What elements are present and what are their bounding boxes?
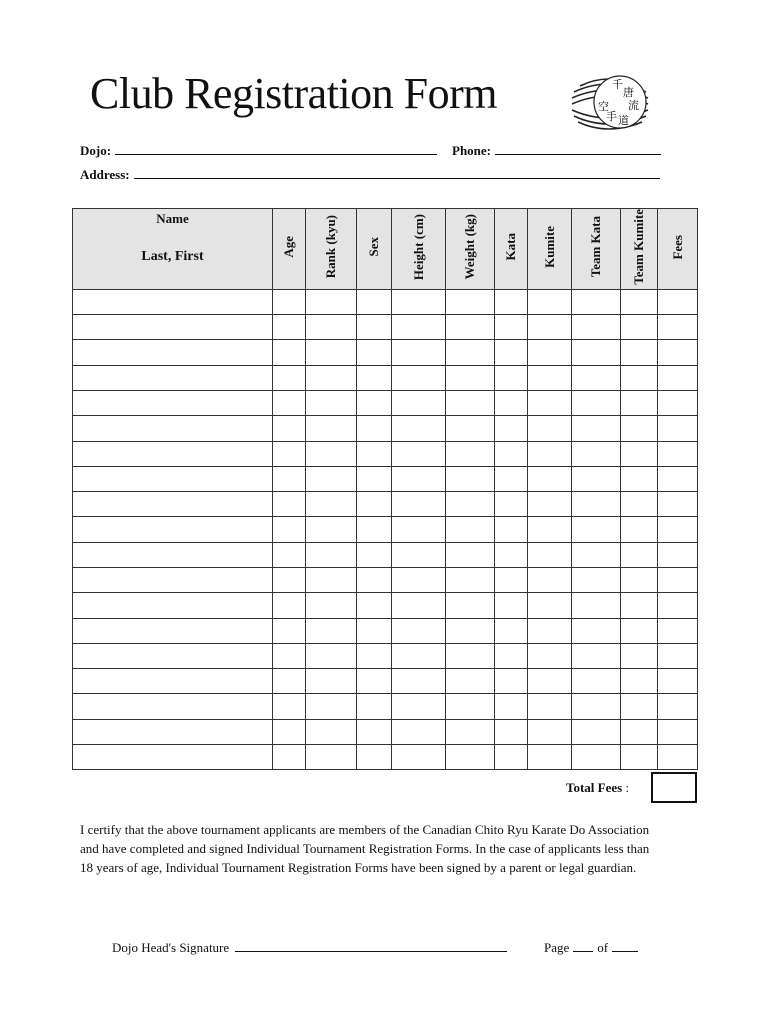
page-total-line[interactable] [612,941,638,952]
table-row [73,441,698,466]
entry-cell[interactable] [495,416,528,441]
name-cell[interactable] [73,542,273,567]
entry-cell[interactable] [357,390,392,415]
entry-cell[interactable] [306,466,357,491]
entry-cell[interactable] [273,745,306,770]
column-header-label: Team Kata [588,216,604,278]
entry-cell[interactable] [273,466,306,491]
column-header-sex [357,209,392,290]
name-column-header [73,209,273,290]
entry-cell[interactable] [392,441,446,466]
entry-cell[interactable] [658,669,698,694]
entry-cell[interactable] [528,416,572,441]
entry-cell[interactable] [528,390,572,415]
table-row [73,416,698,441]
entry-cell[interactable] [528,669,572,694]
entry-cell[interactable] [621,745,658,770]
entry-cell[interactable] [658,441,698,466]
entry-cell[interactable] [572,745,621,770]
entry-cell[interactable] [446,315,495,340]
entry-cell[interactable] [495,643,528,668]
signature-label: Dojo Head's Signature [112,940,230,955]
entry-cell[interactable] [392,289,446,314]
entry-cell[interactable] [306,289,357,314]
logo-char: 空 [598,100,609,113]
entry-cell[interactable] [658,289,698,314]
entry-cell[interactable] [495,745,528,770]
entry-cell[interactable] [572,593,621,618]
entry-cell[interactable] [306,340,357,365]
entry-cell[interactable] [446,643,495,668]
column-header-team-kumite [621,209,658,290]
entry-cell[interactable] [357,542,392,567]
dojo-field[interactable] [80,143,437,159]
entry-cell[interactable] [528,289,572,314]
logo-char: 道 [618,114,629,127]
entry-cell[interactable] [495,517,528,542]
dojo-label: Dojo: [80,143,112,158]
total-fees-colon: : [625,780,630,795]
entry-cell[interactable] [658,567,698,592]
entry-cell[interactable] [572,416,621,441]
table-row [73,340,698,365]
entry-cell[interactable] [357,466,392,491]
entry-cell[interactable] [495,593,528,618]
entry-cell[interactable] [621,390,658,415]
entry-cell[interactable] [392,492,446,517]
entry-cell[interactable] [495,567,528,592]
entry-cell[interactable] [528,593,572,618]
name-cell[interactable] [73,567,273,592]
entry-cell[interactable] [495,694,528,719]
column-header-rank-kyu [306,209,357,290]
name-cell[interactable] [73,745,273,770]
total-fees-text: Total Fees [566,780,623,795]
entry-cell[interactable] [273,618,306,643]
entry-cell[interactable] [446,492,495,517]
entry-cell[interactable] [495,466,528,491]
entry-cell[interactable] [572,441,621,466]
entry-cell[interactable] [658,745,698,770]
table-row [73,466,698,491]
column-header-label: Height (cm) [410,213,426,280]
entry-cell[interactable] [446,669,495,694]
column-header-kata [495,209,528,290]
entry-cell[interactable] [357,416,392,441]
entry-cell[interactable] [446,441,495,466]
entry-cell[interactable] [621,643,658,668]
entry-cell[interactable] [273,289,306,314]
entry-cell[interactable] [392,416,446,441]
column-header-kumite [528,209,572,290]
name-cell[interactable] [73,643,273,668]
entry-cell[interactable] [572,340,621,365]
entry-cell[interactable] [495,365,528,390]
entry-cell[interactable] [528,542,572,567]
entry-cell[interactable] [392,719,446,744]
entry-cell[interactable] [357,618,392,643]
entry-cell[interactable] [658,593,698,618]
entry-cell[interactable] [572,618,621,643]
entry-cell[interactable] [572,517,621,542]
column-header-label: Fees [669,234,685,260]
signature-field[interactable] [112,940,507,956]
entry-cell[interactable] [273,719,306,744]
logo-char: 手 [606,110,617,123]
entry-cell[interactable] [306,416,357,441]
logo-char: 流 [628,99,639,112]
logo-char: 千 [612,78,623,91]
entry-cell[interactable] [446,567,495,592]
entry-cell[interactable] [528,517,572,542]
phone-field[interactable] [452,143,661,159]
entry-cell[interactable] [273,593,306,618]
entry-cell[interactable] [306,618,357,643]
dojo-input-line[interactable] [115,144,437,155]
entry-cell[interactable] [446,466,495,491]
entry-cell[interactable] [446,390,495,415]
entry-cell[interactable] [306,669,357,694]
column-header-label: Sex [366,237,382,257]
entry-cell[interactable] [306,365,357,390]
entry-cell[interactable] [658,643,698,668]
entry-cell[interactable] [572,289,621,314]
registration-table [72,208,698,770]
entry-cell[interactable] [572,694,621,719]
name-cell[interactable] [73,416,273,441]
entry-cell[interactable] [621,517,658,542]
page-of: of [597,940,609,955]
column-header-weight-kg [446,209,495,290]
entry-cell[interactable] [528,365,572,390]
entry-cell[interactable] [306,542,357,567]
column-header-label: Weight (kg) [462,214,478,280]
entry-cell[interactable] [572,390,621,415]
page-number-line[interactable] [573,941,593,952]
table-row [73,492,698,517]
signature-line[interactable] [235,941,507,952]
name-cell[interactable] [73,289,273,314]
entry-cell[interactable] [357,567,392,592]
total-fees-label [566,780,629,796]
entry-cell[interactable] [273,669,306,694]
entry-cell[interactable] [392,745,446,770]
name-cell[interactable] [73,694,273,719]
entry-cell[interactable] [621,694,658,719]
entry-cell[interactable] [621,441,658,466]
entry-cell[interactable] [572,643,621,668]
column-header-label: Kumite [541,225,557,268]
entry-cell[interactable] [357,492,392,517]
column-header-height-cm [392,209,446,290]
entry-cell[interactable] [658,416,698,441]
entry-cell[interactable] [572,669,621,694]
entry-cell[interactable] [306,567,357,592]
name-header-top: Name [156,211,189,226]
logo-char: 唐 [623,86,634,99]
entry-cell[interactable] [572,492,621,517]
table-row [73,593,698,618]
entry-cell[interactable] [621,618,658,643]
entry-cell[interactable] [495,618,528,643]
entry-cell[interactable] [528,466,572,491]
entry-cell[interactable] [273,694,306,719]
phone-label: Phone: [452,143,491,158]
entry-cell[interactable] [392,365,446,390]
table-row [73,390,698,415]
table-row [73,694,698,719]
entry-cell[interactable] [392,593,446,618]
column-header-label: Age [281,236,297,258]
entry-cell[interactable] [528,719,572,744]
entry-cell[interactable] [621,719,658,744]
entry-cell[interactable] [306,694,357,719]
entry-cell[interactable] [495,542,528,567]
entry-cell[interactable] [658,365,698,390]
table-row [73,542,698,567]
entry-cell[interactable] [572,567,621,592]
entry-cell[interactable] [392,390,446,415]
name-cell[interactable] [73,517,273,542]
certification-statement: I certify that the above tournament applicants are members of the Canadian Chito Ryu Karate Do Association and have completed and signed Individual Tournament Registration Forms. In the case of applicants less than 18 years of age, Individual Tournament Registration Forms have been signed by a parent or legal guardian. [80,822,650,875]
entry-cell[interactable] [528,567,572,592]
table-row [73,669,698,694]
entry-cell[interactable] [273,567,306,592]
name-cell[interactable] [73,441,273,466]
entry-cell[interactable] [306,441,357,466]
entry-cell[interactable] [357,719,392,744]
entry-cell[interactable] [658,618,698,643]
column-header-age [273,209,306,290]
entry-cell[interactable] [392,643,446,668]
entry-cell[interactable] [357,441,392,466]
entry-cell[interactable] [306,745,357,770]
entry-cell[interactable] [357,315,392,340]
entry-cell[interactable] [392,694,446,719]
entry-cell[interactable] [621,289,658,314]
table-row [73,315,698,340]
entry-cell[interactable] [306,315,357,340]
entry-cell[interactable] [621,492,658,517]
entry-cell[interactable] [528,441,572,466]
entry-cell[interactable] [658,315,698,340]
entry-cell[interactable] [446,542,495,567]
entry-cell[interactable] [273,390,306,415]
name-header-bottom: Last, First [141,249,204,264]
entry-cell[interactable] [392,669,446,694]
entry-cell[interactable] [446,593,495,618]
entry-cell[interactable] [658,542,698,567]
table-row [73,719,698,744]
entry-cell[interactable] [273,340,306,365]
entry-cell[interactable] [446,289,495,314]
entry-cell[interactable] [273,315,306,340]
table-row [73,517,698,542]
entry-cell[interactable] [528,643,572,668]
table-row [73,567,698,592]
entry-cell[interactable] [621,416,658,441]
entry-cell[interactable] [306,492,357,517]
entry-cell[interactable] [392,618,446,643]
entry-cell[interactable] [658,492,698,517]
entry-cell[interactable] [528,618,572,643]
entry-cell[interactable] [621,669,658,694]
entry-cell[interactable] [495,390,528,415]
entry-cell[interactable] [621,466,658,491]
entry-cell[interactable] [392,517,446,542]
entry-cell[interactable] [392,542,446,567]
entry-cell[interactable] [357,669,392,694]
entry-cell[interactable] [658,390,698,415]
entry-cell[interactable] [495,340,528,365]
entry-cell[interactable] [273,542,306,567]
table-row [73,365,698,390]
name-cell[interactable] [73,492,273,517]
table-header-row [73,209,698,290]
entry-cell[interactable] [273,643,306,668]
entry-cell[interactable] [621,340,658,365]
entry-cell[interactable] [572,315,621,340]
entry-cell[interactable] [621,365,658,390]
entry-cell[interactable] [357,593,392,618]
table-row [73,745,698,770]
entry-cell[interactable] [446,416,495,441]
address-input-line[interactable] [134,168,660,179]
entry-cell[interactable] [572,365,621,390]
entry-cell[interactable] [495,315,528,340]
chito-ryu-karate-emblem [568,70,652,136]
entry-cell[interactable] [528,492,572,517]
entry-cell[interactable] [306,643,357,668]
column-header-label: Rank (kyu) [323,215,339,279]
name-cell[interactable] [73,618,273,643]
entry-cell[interactable] [306,390,357,415]
entry-cell[interactable] [446,340,495,365]
entry-cell[interactable] [621,315,658,340]
entry-cell[interactable] [446,517,495,542]
entry-cell[interactable] [495,441,528,466]
entry-cell[interactable] [306,719,357,744]
entry-cell[interactable] [572,542,621,567]
name-cell[interactable] [73,669,273,694]
name-cell[interactable] [73,315,273,340]
entry-cell[interactable] [621,567,658,592]
entry-cell[interactable] [392,466,446,491]
entry-cell[interactable] [273,492,306,517]
phone-input-line[interactable] [495,144,661,155]
entry-cell[interactable] [621,593,658,618]
column-header-label: Team Kumite [631,209,647,285]
name-cell[interactable] [73,466,273,491]
page-prefix: Page [544,940,570,955]
entry-cell[interactable] [621,542,658,567]
entry-cell[interactable] [572,466,621,491]
entry-cell[interactable] [357,365,392,390]
entry-cell[interactable] [357,643,392,668]
entry-cell[interactable] [306,593,357,618]
entry-cell[interactable] [446,694,495,719]
entry-cell[interactable] [495,719,528,744]
entry-cell[interactable] [658,466,698,491]
page-number [544,940,638,956]
entry-cell[interactable] [392,567,446,592]
name-cell[interactable] [73,340,273,365]
entry-cell[interactable] [658,340,698,365]
entry-cell[interactable] [495,289,528,314]
entry-cell[interactable] [357,517,392,542]
entry-cell[interactable] [273,441,306,466]
entry-cell[interactable] [528,315,572,340]
form-title: Club Registration Form [90,69,497,118]
entry-cell[interactable] [658,694,698,719]
address-label: Address: [80,167,130,182]
table-row [73,643,698,668]
entry-cell[interactable] [273,517,306,542]
entry-cell[interactable] [392,340,446,365]
entry-cell[interactable] [495,669,528,694]
entry-cell[interactable] [658,719,698,744]
table-row [73,289,698,314]
table-row [73,618,698,643]
total-fees-box[interactable] [651,772,697,803]
entry-cell[interactable] [392,315,446,340]
address-field[interactable] [80,167,660,183]
entry-cell[interactable] [357,745,392,770]
entry-cell[interactable] [357,340,392,365]
entry-cell[interactable] [306,517,357,542]
entry-cell[interactable] [446,745,495,770]
name-cell[interactable] [73,593,273,618]
name-cell[interactable] [73,719,273,744]
entry-cell[interactable] [446,365,495,390]
column-header-label: Kata [503,233,519,261]
entry-cell[interactable] [273,365,306,390]
entry-cell[interactable] [446,618,495,643]
entry-cell[interactable] [357,694,392,719]
entry-cell[interactable] [528,694,572,719]
name-cell[interactable] [73,390,273,415]
name-cell[interactable] [73,365,273,390]
column-header-team-kata [572,209,621,290]
entry-cell[interactable] [273,416,306,441]
entry-cell[interactable] [495,492,528,517]
entry-cell[interactable] [528,745,572,770]
entry-cell[interactable] [357,289,392,314]
entry-cell[interactable] [528,340,572,365]
entry-cell[interactable] [572,719,621,744]
entry-cell[interactable] [446,719,495,744]
entry-cell[interactable] [658,517,698,542]
column-header-fees [658,209,698,290]
